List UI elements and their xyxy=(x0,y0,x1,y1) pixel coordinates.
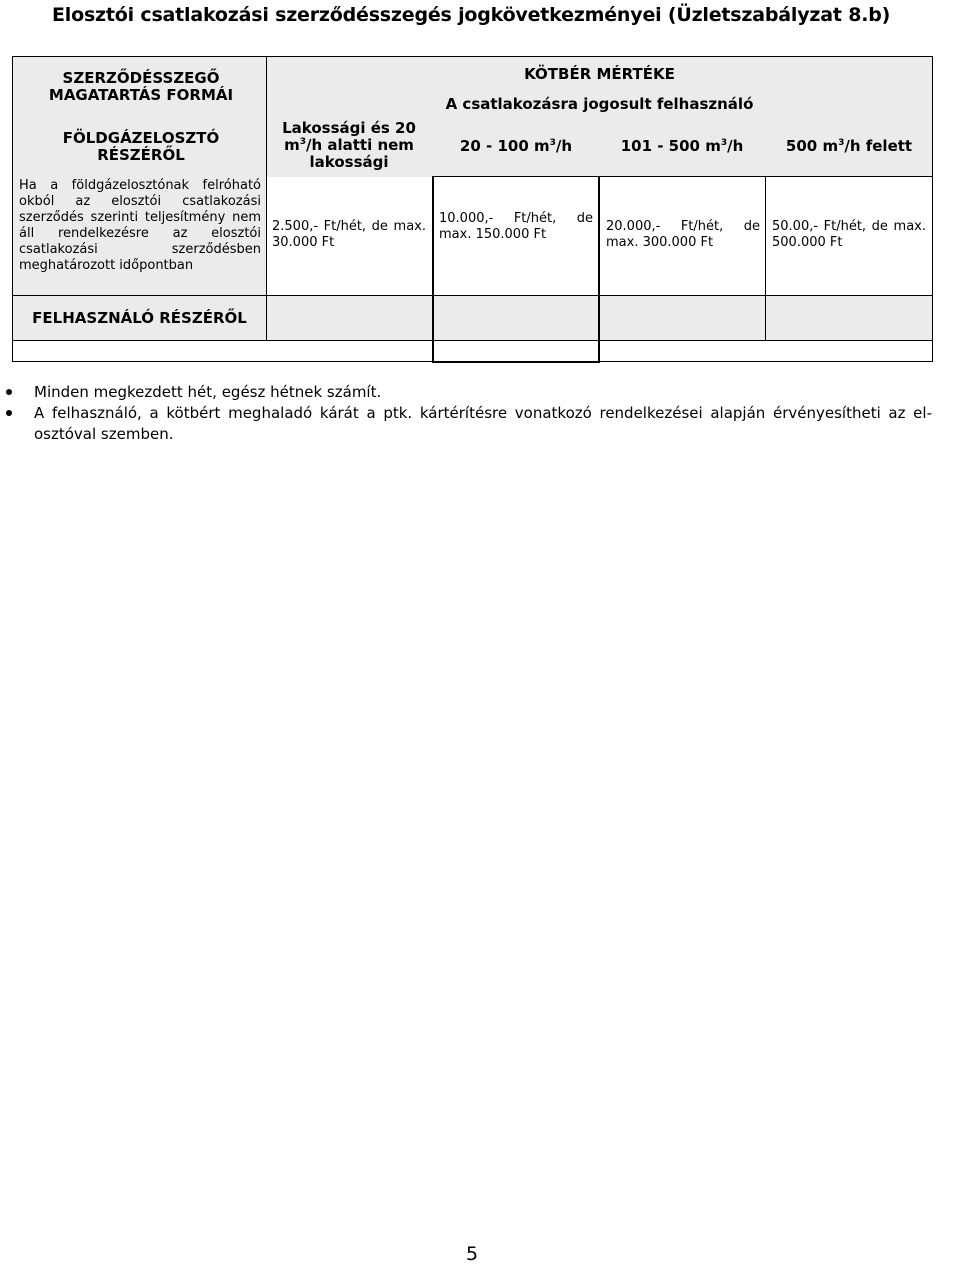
kotber-table xyxy=(0,0,960,370)
col-label-500-felett: 500 $m^3/h$ felett xyxy=(785,137,913,155)
kotber-header: KÖTBÉR MÉRTÉKE xyxy=(524,65,675,83)
felhasznalo-header: A csatlakozásra jogosult felhasználó xyxy=(445,95,754,113)
border xyxy=(12,340,933,341)
document-title: Elosztói csatlakozási szerződésszegés jogkövetkezményei (Üzletszabályzat 8.b) xyxy=(52,4,891,26)
border xyxy=(12,56,13,362)
bullet-icon xyxy=(6,410,12,416)
col-label-lakossagi: Lakossági és 20 $m^3/h$ alatti nem lakossági xyxy=(282,119,416,171)
bullet-icon xyxy=(6,389,12,395)
note-text: Minden megkezdett hét, egész hétnek számít. xyxy=(34,383,382,401)
border xyxy=(765,176,766,341)
border xyxy=(12,295,933,296)
value-lakossagi: 2.500,- Ft/hét, de max. 30.000 Ft xyxy=(272,219,426,250)
left-header-title: SZERZŐDÉSSZEGŐ MAGATARTÁS FORMÁI xyxy=(48,69,234,104)
border xyxy=(598,176,600,363)
border xyxy=(932,56,933,362)
col-label-20-100: 20 - 100 $m^3/h$ xyxy=(459,137,573,155)
note-text-line2: osztóval szemben. xyxy=(34,425,174,443)
value-101-500: 20.000,- Ft/hét, de max. 300.000 Ft xyxy=(606,219,760,250)
left-header-subtitle: FÖLDGÁZELOSZTÓ RÉSZÉRŐL xyxy=(62,129,220,164)
border xyxy=(432,361,600,363)
border xyxy=(433,176,933,177)
col-label-101-500: 101 - 500 $m^3/h$ xyxy=(620,137,744,155)
note-text-line1: A felhasználó, a kötbért meghaladó kárát a ptk. kártérítésre vonatkozó rendelkezései alapján érvényesítheti az el- xyxy=(34,404,932,422)
value-500-felett: 50.00,- Ft/hét, de max. 500.000 Ft xyxy=(772,219,926,250)
border xyxy=(432,176,434,363)
border xyxy=(12,56,933,57)
page-number: 5 xyxy=(466,1243,479,1265)
breach-description: Ha a földgázelosztónak felróható okból az elosztói csatlakozási szerződés szerinti teljesítmény nem áll rendelkezésre az elosztói csatlakozási szerződésben meghatározott időpontban xyxy=(19,178,261,273)
felhasznalo-reszerol-label: FELHASZNÁLÓ RÉSZÉRŐL xyxy=(32,309,247,327)
value-20-100: 10.000,- Ft/hét, de max. 150.000 Ft xyxy=(439,211,593,242)
border xyxy=(266,56,267,341)
